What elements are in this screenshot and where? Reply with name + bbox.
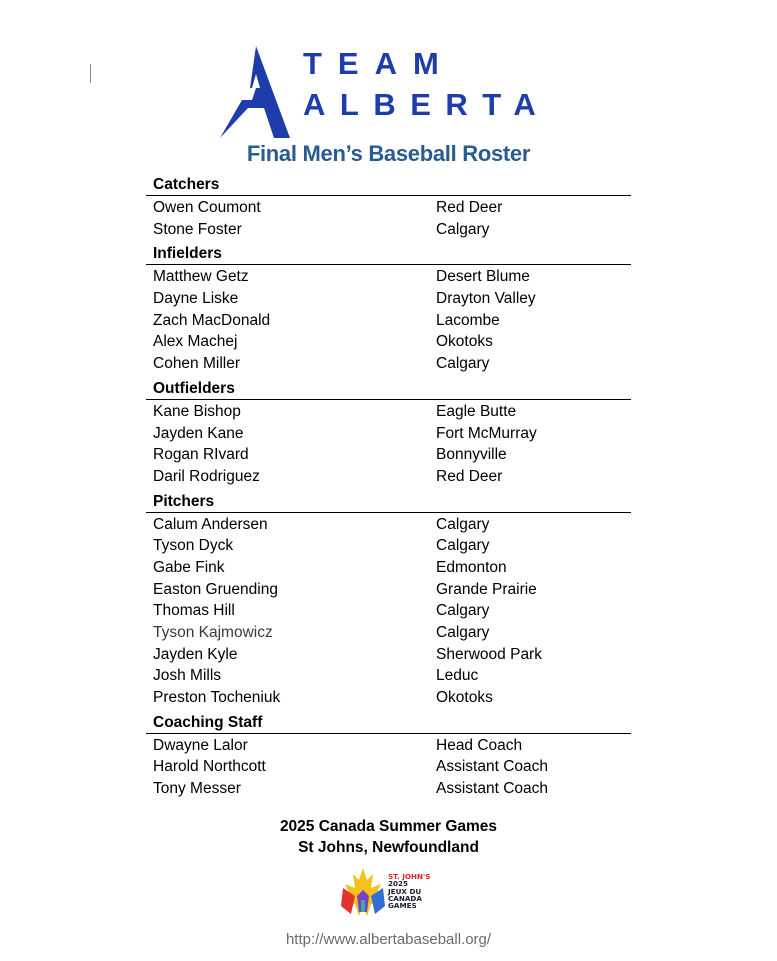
roster-row bbox=[153, 687, 624, 709]
member-hometown-or-role: Bonnyville bbox=[436, 446, 507, 464]
roster-row bbox=[153, 353, 624, 375]
roster-row bbox=[153, 514, 624, 536]
roster-section bbox=[146, 712, 631, 800]
roster-section bbox=[146, 378, 631, 488]
logo-word-team: TEAM bbox=[303, 46, 455, 81]
roster-row bbox=[153, 466, 624, 488]
member-name: Easton Gruending bbox=[153, 580, 278, 598]
team-alberta-logo bbox=[218, 44, 551, 140]
games-jeux: JEUX DU bbox=[388, 886, 422, 896]
roster-row bbox=[153, 535, 624, 557]
event-name: 2025 Canada Summer Games bbox=[279, 818, 498, 835]
section-rows bbox=[146, 196, 631, 240]
member-name: Alex Machej bbox=[153, 333, 238, 351]
member-hometown-or-role: Calgary bbox=[436, 537, 490, 555]
member-hometown-or-role: Lacombe bbox=[436, 311, 500, 329]
section-heading: Pitchers bbox=[146, 491, 631, 513]
roster-row bbox=[153, 778, 624, 800]
logo-word-alberta: ALBERTA bbox=[303, 87, 551, 122]
member-hometown-or-role: Calgary bbox=[436, 355, 490, 373]
roster-table bbox=[146, 174, 631, 800]
member-hometown-or-role: Leduc bbox=[436, 667, 479, 685]
roster-row bbox=[153, 423, 624, 445]
member-name: Thomas Hill bbox=[153, 602, 235, 620]
member-hometown-or-role: Red Deer bbox=[436, 467, 503, 485]
member-name: Tyson Dyck bbox=[153, 537, 234, 555]
roster-row bbox=[153, 331, 624, 353]
roster-section bbox=[146, 243, 631, 374]
section-heading: Outfielders bbox=[146, 378, 631, 400]
roster-row bbox=[153, 219, 624, 241]
member-name: Gabe Fink bbox=[153, 558, 225, 576]
member-hometown-or-role: Desert Blume bbox=[436, 268, 530, 286]
member-hometown-or-role: Calgary bbox=[436, 624, 490, 641]
website-link[interactable]: http://www.albertabaseball.org/ bbox=[285, 931, 492, 948]
member-hometown-or-role: Calgary bbox=[436, 515, 490, 533]
section-rows bbox=[146, 734, 631, 800]
member-hometown-or-role: Calgary bbox=[436, 602, 490, 620]
roster-row bbox=[153, 644, 624, 666]
member-hometown-or-role: Eagle Butte bbox=[436, 402, 517, 420]
roster-row bbox=[153, 197, 624, 219]
member-name: Tyson Kajmowicz bbox=[153, 624, 273, 641]
member-name: Owen Coumont bbox=[153, 199, 261, 216]
member-name: Dayne Liske bbox=[153, 290, 239, 308]
member-name: Kane Bishop bbox=[153, 402, 241, 420]
roster-row bbox=[153, 266, 624, 288]
member-name: Calum Andersen bbox=[153, 515, 268, 533]
roster-row bbox=[153, 401, 624, 423]
roster-row bbox=[153, 756, 624, 778]
roster-row bbox=[153, 579, 624, 601]
member-hometown-or-role: Okotoks bbox=[436, 689, 493, 707]
roster-row bbox=[153, 444, 624, 466]
member-hometown-or-role: Calgary bbox=[436, 220, 490, 238]
roster-section bbox=[146, 491, 631, 709]
section-heading: Catchers bbox=[146, 174, 631, 196]
canada-games-logo bbox=[337, 866, 441, 918]
member-name: Rogan RIvard bbox=[153, 446, 249, 464]
event-location: St Johns, Newfoundland bbox=[298, 839, 479, 856]
maple-leaf-icon bbox=[337, 866, 389, 918]
member-hometown-or-role: Red Deer bbox=[436, 199, 503, 216]
roster-row bbox=[153, 665, 624, 687]
lightning-a-icon bbox=[218, 44, 308, 140]
roster-section bbox=[146, 174, 631, 240]
games-year: 2025 bbox=[388, 879, 409, 889]
member-name: Cohen Miller bbox=[153, 355, 241, 373]
roster-row bbox=[153, 288, 624, 310]
member-hometown-or-role: Drayton Valley bbox=[436, 290, 536, 308]
section-heading: Coaching Staff bbox=[146, 712, 631, 734]
roster-row bbox=[153, 622, 624, 644]
member-name: Matthew Getz bbox=[153, 268, 249, 286]
member-hometown-or-role: Fort McMurray bbox=[436, 424, 537, 442]
member-hometown-or-role: Okotoks bbox=[436, 333, 493, 351]
member-name: Tony Messer bbox=[153, 780, 241, 798]
member-name: Daril Rodriguez bbox=[153, 467, 260, 485]
member-hometown-or-role: Sherwood Park bbox=[436, 645, 542, 663]
section-rows bbox=[146, 513, 631, 709]
member-name: Josh Mills bbox=[153, 667, 222, 685]
page-title: Final Men’s Baseball Roster bbox=[246, 141, 531, 166]
roster-row bbox=[153, 557, 624, 579]
event-info bbox=[0, 816, 777, 858]
member-name: Zach MacDonald bbox=[153, 311, 271, 329]
member-name: Preston Tocheniuk bbox=[153, 689, 281, 707]
member-name: Jayden Kane bbox=[153, 424, 244, 442]
roster-row bbox=[153, 600, 624, 622]
member-hometown-or-role: Grande Prairie bbox=[436, 580, 537, 598]
member-name: Dwayne Lalor bbox=[153, 736, 248, 754]
member-name: Jayden Kyle bbox=[153, 645, 238, 663]
text-cursor bbox=[90, 64, 91, 83]
member-name: Harold Northcott bbox=[153, 758, 266, 776]
section-rows bbox=[146, 265, 631, 374]
member-hometown-or-role: Assistant Coach bbox=[436, 780, 548, 798]
member-hometown-or-role: Edmonton bbox=[436, 558, 507, 576]
games-host-city: ST. JOHN'S bbox=[388, 872, 431, 881]
roster-row bbox=[153, 310, 624, 332]
section-heading: Infielders bbox=[146, 243, 631, 265]
canada-games-wordmark bbox=[388, 873, 430, 909]
member-hometown-or-role: Assistant Coach bbox=[436, 758, 548, 776]
games-games: GAMES bbox=[388, 901, 417, 911]
roster-row bbox=[153, 735, 624, 757]
member-hometown-or-role: Head Coach bbox=[436, 736, 523, 754]
section-rows bbox=[146, 400, 631, 488]
member-name: Stone Foster bbox=[153, 220, 242, 238]
games-canada: CANADA bbox=[388, 893, 422, 903]
